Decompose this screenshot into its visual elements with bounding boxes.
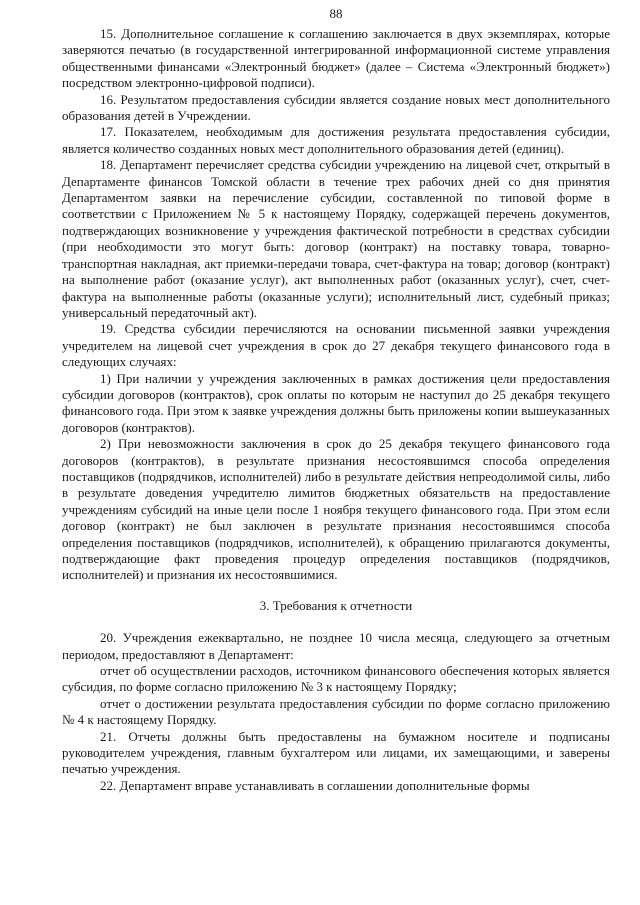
- paragraph-18: 18. Департамент перечисляет средства субсидии учреждению на лицевой счет, открытый в Департаменте финансов Томской области в течение трех рабочих дней со дня принятия Департаментом заявки на перечисление субсидии, составленной по типовой форме в соответствии с Приложением № 5 к настоящему Порядку, содержащей перечень документов, подтверждающих возникновение у учреждения фактической потребности в средствах субсидии (при необходимости это могут быть: договор (контракт) на поставку товара, товарно-транспортная накладная, акт приемки-передачи товара, счет-фактура на товар; договор (контракт) на выполнение работ (оказание услуг), акт выполненных работ (оказанных услуг), счет, счет-фактура на выполненные работы (оказанные услуги); исполнительный лист, судебный приказ; универсальный передаточный акт).: [62, 157, 610, 320]
- document-page: [62, 0, 610, 794]
- paragraph-20: 20. Учреждения ежеквартально, не позднее 10 числа месяца, следующего за отчетным периодом, предоставляют в Департамент:: [62, 630, 610, 662]
- paragraph-21: 21. Отчеты должны быть предоставлены на бумажном носителе и подписаны руководителем учреждения, главным бухгалтером или лицами, их замещающими, и заверены печатью учреждения.: [62, 728, 610, 777]
- paragraph-15: 15. Дополнительное соглашение к соглашению заключается в двух экземплярах, которые заверяются печатью (в государственной интегрированной информационной системе управления общественными финансами «Электронный бюджет» (далее – Система «Электронный бюджет») посредством электронно-цифровой подписи).: [62, 26, 610, 91]
- paragraph-19-case-2: 2) При невозможности заключения в срок до 25 декабря текущего финансового года договоров (контрактов), в результате признания несостоявшимся способа определения поставщиков (подрядчиков, исполнителей) либо в результате действия непреодолимой силы, либо в результате доведения учредителю лимитов бюджетных обязательств на предоставление учреждениям субсидий на иные цели после 1 ноября текущего финансового года. При этом если договор (контракт) не был заключен в результате признания несостоявшимся способа определения поставщиков (подрядчиков, исполнителей), к обращению прилагаются документы, подтверждающие факт проведения процедур определения поставщиков (подрядчиков, исполнителей) и признания их несостоявшимися.: [62, 436, 610, 583]
- paragraph-20-report-expenses: отчет об осуществлении расходов, источником финансового обеспечения которых является субсидия, по форме согласно приложению № 3 к настоящему Порядку;: [62, 663, 610, 695]
- paragraph-22: 22. Департамент вправе устанавливать в соглашении дополнительные формы: [100, 777, 530, 793]
- paragraph-19: 19. Средства субсидии перечисляются на основании письменной заявки учреждения учредителем на лицевой счет учреждения в срок до 27 декабря текущего финансового года в следующих случаях:: [62, 321, 610, 370]
- paragraph-17: 17. Показателем, необходимым для достижения результата предоставления субсидии, является количество созданных новых мест дополнительного образования детей (единиц).: [62, 124, 610, 156]
- paragraph-16: 16. Результатом предоставления субсидии является создание новых мест дополнительного образования детей в Учреждении.: [62, 91, 610, 124]
- paragraph-20-report-result: отчет о достижении результата предоставления субсидии по форме согласно приложению № 4 к настоящему Порядку.: [62, 695, 610, 728]
- paragraph-19-case-1: 1) При наличии у учреждения заключенных в рамках достижения цели предоставления субсидии договоров (контрактов), срок оплаты по которым не наступил до 25 декабря текущего финансового года. При этом к заявке учреждения должны быть приложены копии вышеуказанных договоров (контрактов).: [62, 370, 610, 435]
- section-heading: 3. Требования к отчетности: [259, 597, 413, 613]
- page-number: 88: [329, 6, 343, 21]
